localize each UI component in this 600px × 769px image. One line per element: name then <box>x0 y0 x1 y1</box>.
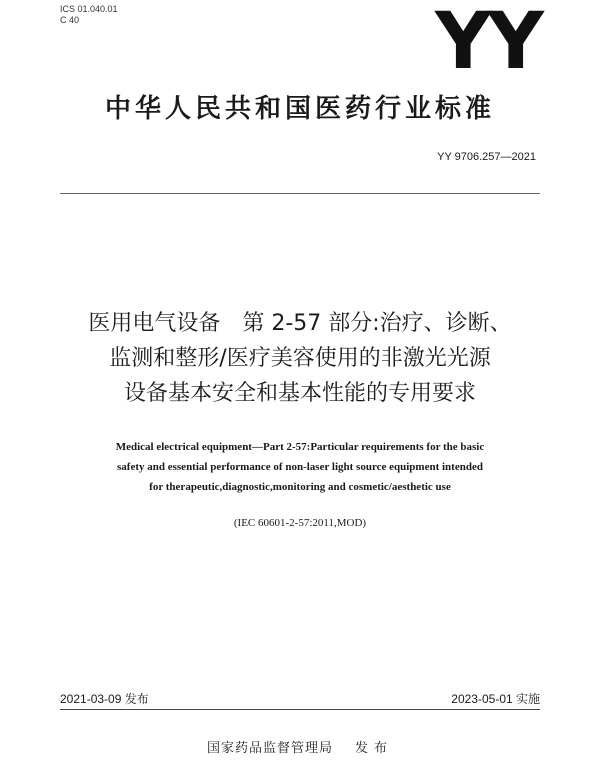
publisher-organization: 国家药品监督管理局 <box>206 741 333 756</box>
chinese-title-line-2: 监测和整形/医疗美容使用的非激光光源 <box>109 346 491 371</box>
standard-number: YY 9706.257—2021 <box>437 151 536 163</box>
implementation-date: 2023-05-01 实施 <box>451 692 540 706</box>
ccs-code: C 40 <box>60 15 80 25</box>
chinese-title <box>40 306 560 411</box>
header-divider <box>60 193 540 194</box>
standard-category-title: 中华人民共和国医药行业标准 <box>104 94 495 124</box>
ics-code: ICS 01.040.01 <box>60 4 118 14</box>
chinese-title-line-1: 医用电气设备 第 2-57 部分:治疗、诊断、 <box>88 311 512 336</box>
publisher-line <box>0 741 600 757</box>
publisher-action: 发布 <box>355 741 394 756</box>
english-title-line-2: safety and essential performance of non-laser light source equipment intended <box>117 461 483 473</box>
english-title <box>40 437 560 497</box>
english-title-line-1: Medical electrical equipment—Part 2-57:Particular requirements for the basic <box>115 441 485 453</box>
english-title-line-3: for therapeutic,diagnostic,monitoring and cosmetic/aesthetic use <box>149 481 451 493</box>
issue-date: 2021-03-09 发布 <box>60 692 149 706</box>
ics-classification <box>60 4 118 26</box>
iec-reference: (IEC 60601-2-57:2011,MOD) <box>233 517 367 529</box>
chinese-title-line-3: 设备基本安全和基本性能的专用要求 <box>123 381 476 406</box>
yy-logo: YY <box>435 0 540 87</box>
footer-divider <box>60 709 540 710</box>
